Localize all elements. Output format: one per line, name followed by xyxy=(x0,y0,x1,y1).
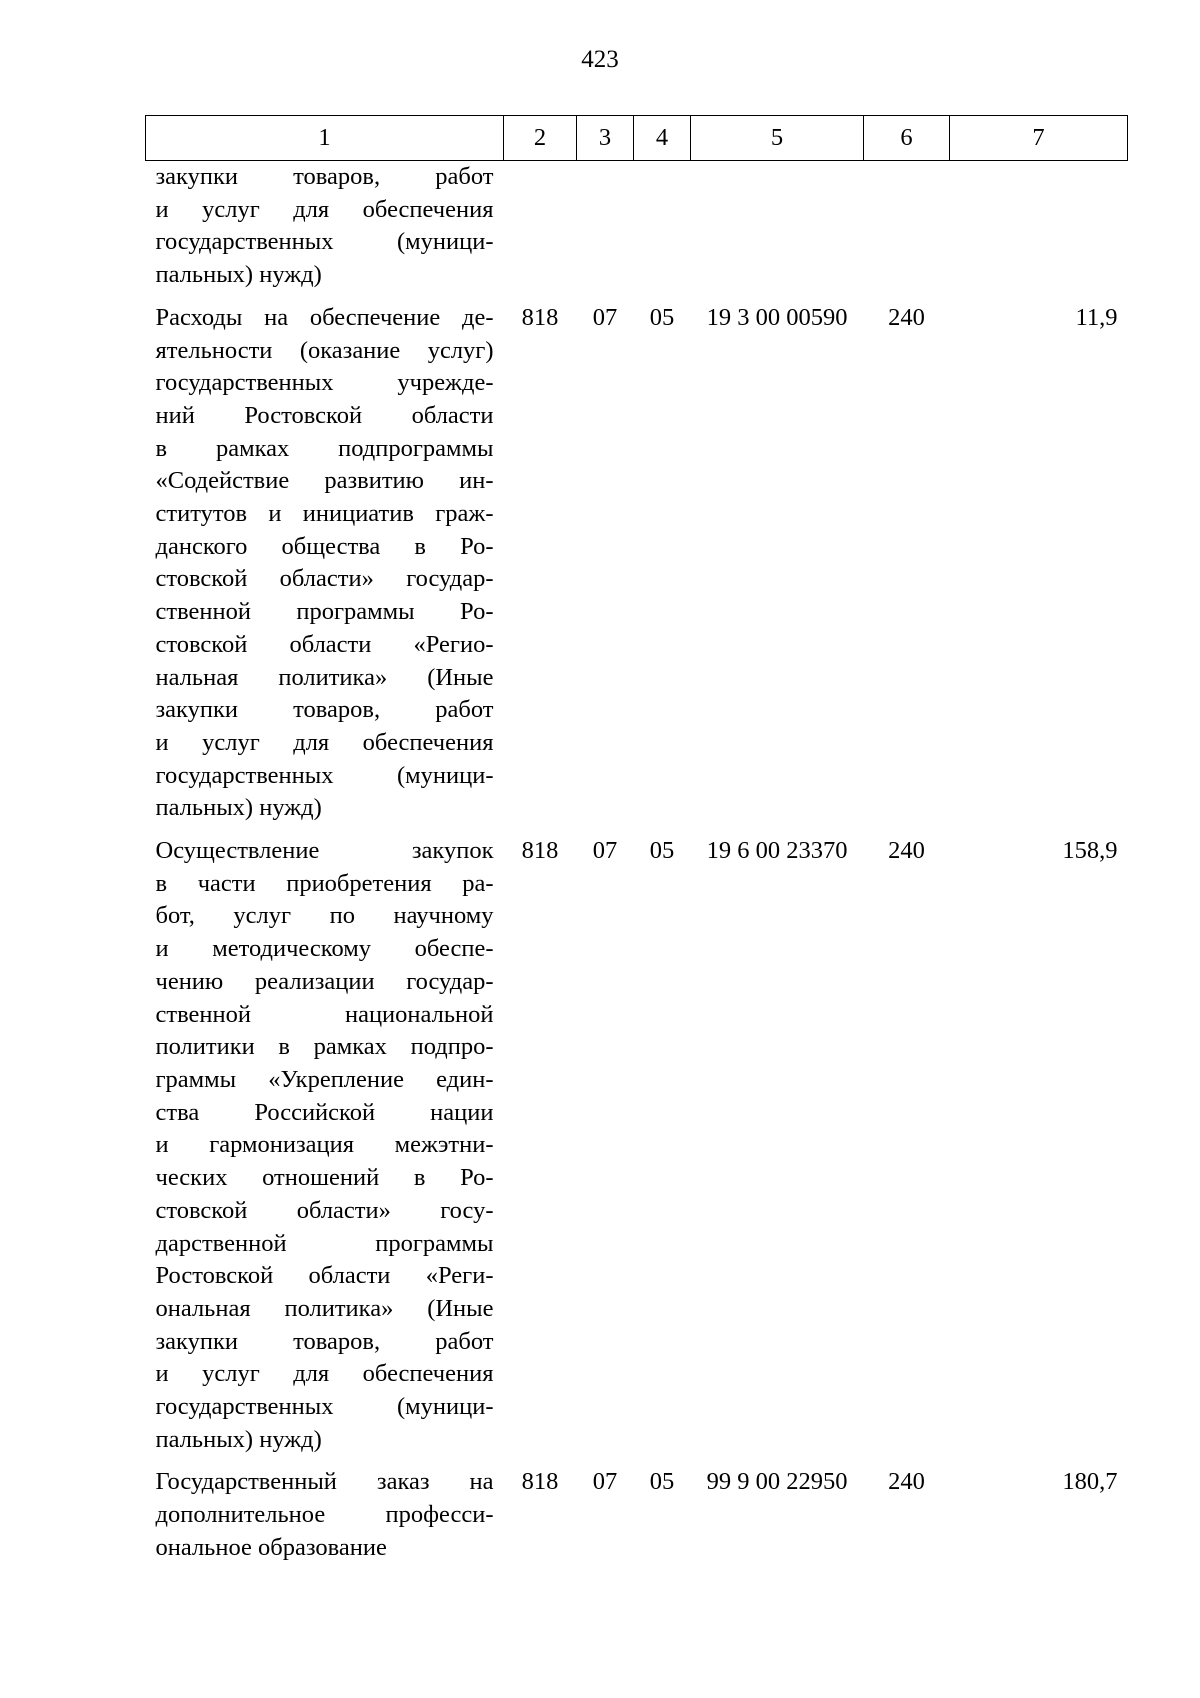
description-line: стовской области» государ- xyxy=(155,565,494,593)
subsection-code-cell: 05 xyxy=(649,1468,675,1496)
column-header-2: 2 xyxy=(504,116,577,161)
description-line: ятельности (оказание услуг) xyxy=(155,336,494,364)
description-line: государственных (муници- xyxy=(155,228,494,256)
expense-type-cell xyxy=(864,161,950,302)
description-line: и методическому обеспе- xyxy=(155,935,494,963)
description-line: ональное образование xyxy=(155,1533,387,1561)
section-code-cell: 07 xyxy=(592,837,618,865)
description-line: ства Российской нации xyxy=(155,1098,494,1126)
description-line: Расходы на обеспечение де- xyxy=(155,303,494,331)
table-row xyxy=(146,161,1128,302)
description-line: ственной национальной xyxy=(155,1000,494,1028)
description-line: «Содействие развитию ин- xyxy=(155,467,494,495)
description-line: закупки товаров, работ xyxy=(155,1327,494,1355)
subsection-code-cell: 05 xyxy=(649,303,675,331)
description-line: ститутов и инициатив граж- xyxy=(155,500,494,528)
description-line: закупки товаров, работ xyxy=(155,696,494,724)
table-row xyxy=(146,835,1128,1466)
amount-cell: 180,7 xyxy=(1062,1468,1118,1496)
department-code-cell: 818 xyxy=(521,303,559,331)
description-line: политики в рамках подпро- xyxy=(155,1033,494,1061)
description-line: в рамках подпрограммы xyxy=(155,434,494,462)
description-line: пальных) нужд) xyxy=(155,1425,322,1453)
table-row xyxy=(146,302,1128,835)
description-line: данского общества в Ро- xyxy=(155,532,494,560)
description-line: стовской области» госу- xyxy=(155,1196,494,1224)
amount-cell: 158,9 xyxy=(1062,837,1118,865)
description-line: ственной программы Ро- xyxy=(155,598,494,626)
description-line: государственных учрежде- xyxy=(155,369,494,397)
description-line: и услуг для обеспечения xyxy=(155,1360,494,1388)
row-description xyxy=(146,161,504,302)
row-description xyxy=(146,1466,504,1574)
table-header-row xyxy=(146,116,1128,161)
description-line: в части приобретения ра- xyxy=(155,869,494,897)
budget-table xyxy=(145,115,1128,1575)
description-line: пальных) нужд) xyxy=(155,261,322,289)
department-code-cell: 818 xyxy=(521,837,559,865)
description-line: ональная политика» (Иные xyxy=(155,1294,494,1322)
section-code-cell: 07 xyxy=(592,303,618,331)
column-header-7: 7 xyxy=(950,116,1128,161)
department-code-cell xyxy=(504,161,577,302)
target-article-cell: 99 9 00 22950 xyxy=(706,1468,848,1496)
page-number: 423 xyxy=(581,46,619,73)
column-header-1: 1 xyxy=(146,116,504,161)
column-header-3: 3 xyxy=(577,116,634,161)
section-code-cell: 07 xyxy=(592,1468,618,1496)
description-line: нальная политика» (Иные xyxy=(155,663,494,691)
description-line: граммы «Укрепление един- xyxy=(155,1065,494,1093)
description-line: чению реализации государ- xyxy=(155,967,494,995)
department-code-cell: 818 xyxy=(521,1468,559,1496)
expense-type-cell: 240 xyxy=(888,303,925,331)
description-line: Осуществление закупок xyxy=(155,837,494,865)
table-row xyxy=(146,1466,1128,1574)
description-line: бот, услуг по научному xyxy=(155,902,494,930)
description-line: государственных (муници- xyxy=(155,761,494,789)
description-line: государственных (муници- xyxy=(155,1393,494,1421)
row-description xyxy=(146,835,504,1466)
description-line: закупки товаров, работ xyxy=(155,163,494,190)
description-line: ческих отношений в Ро- xyxy=(155,1164,494,1192)
target-article-cell: 19 3 00 00590 xyxy=(706,303,848,331)
description-line: пальных) нужд) xyxy=(155,794,322,822)
description-line: Государственный заказ на xyxy=(155,1468,494,1496)
column-header-5: 5 xyxy=(691,116,864,161)
column-header-4: 4 xyxy=(634,116,691,161)
section-code-cell xyxy=(577,161,634,302)
description-line: и услуг для обеспечения xyxy=(155,728,494,756)
description-line: и услуг для обеспечения xyxy=(155,195,494,223)
target-article-cell: 19 6 00 23370 xyxy=(706,837,848,865)
description-line: Ростовской области «Реги- xyxy=(155,1262,494,1290)
column-header-6: 6 xyxy=(864,116,950,161)
subsection-code-cell: 05 xyxy=(649,837,675,865)
description-line: и гармонизация межэтни- xyxy=(155,1131,494,1159)
description-line: стовской области «Регио- xyxy=(155,630,494,658)
description-line: ний Ростовской области xyxy=(155,401,494,429)
amount-cell xyxy=(950,161,1128,302)
expense-type-cell: 240 xyxy=(888,837,925,865)
target-article-cell xyxy=(691,161,864,302)
description-line: дарственной программы xyxy=(155,1229,494,1257)
amount-cell: 11,9 xyxy=(1075,303,1118,331)
expense-type-cell: 240 xyxy=(888,1468,925,1496)
subsection-code-cell xyxy=(634,161,691,302)
row-description xyxy=(146,302,504,835)
description-line: дополнительное професси- xyxy=(155,1501,494,1529)
